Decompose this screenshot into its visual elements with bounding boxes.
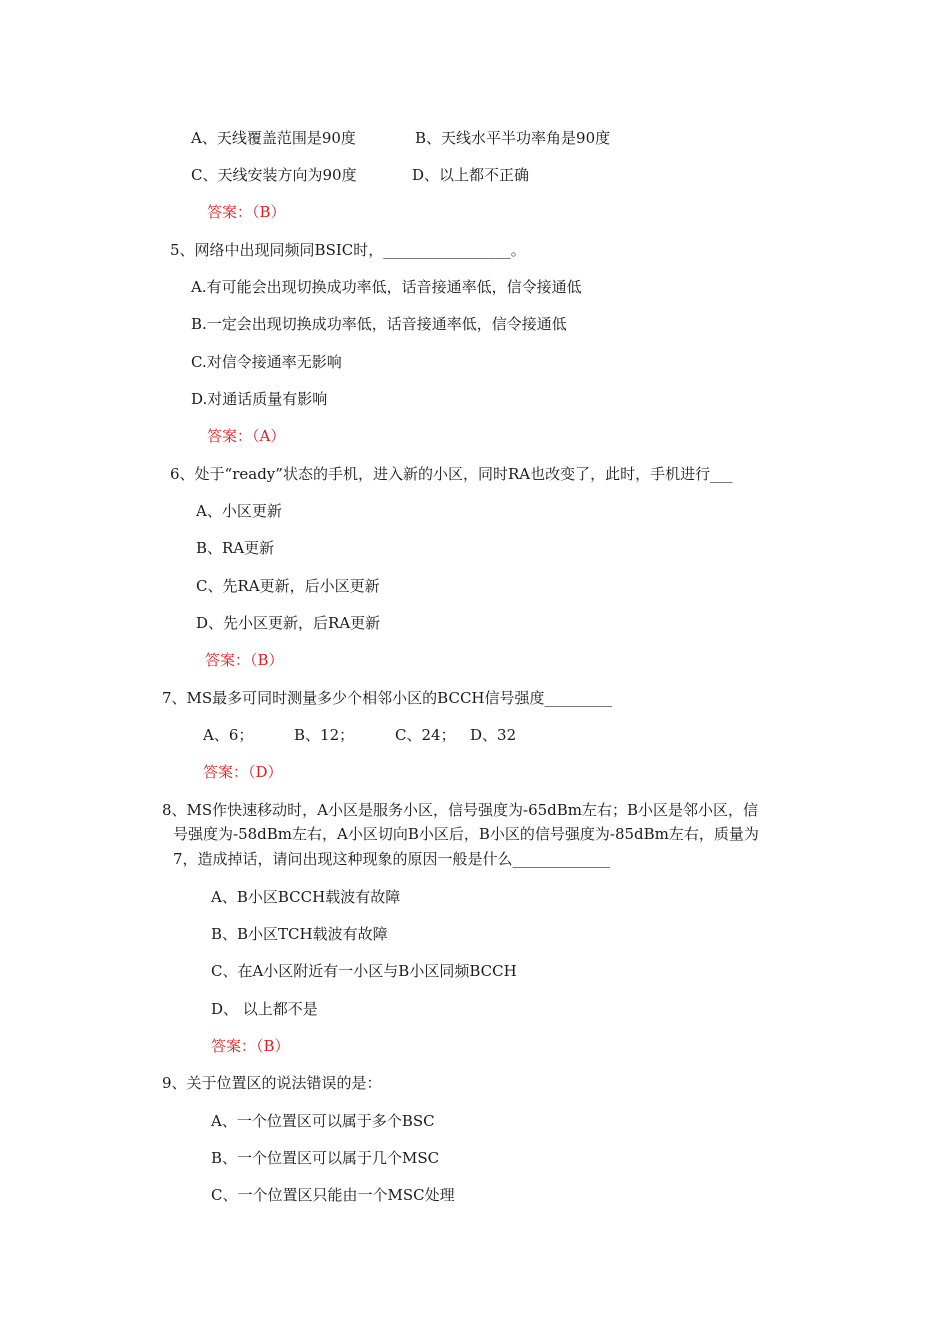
q7-option-b: B、12； — [294, 726, 355, 744]
q5-option-c: C.对信令接通率无影响 — [191, 353, 342, 371]
q5-option-d: D.对通话质量有影响 — [191, 390, 328, 408]
q8-option-b: B、B小区TCH载波有故障 — [211, 925, 388, 943]
q5-question: 5、网络中出现同频同BSIC时，_________________。 — [170, 241, 526, 259]
q7-option-d: D、32 — [470, 726, 517, 744]
q9-option-a: A、一个位置区可以属于多个BSC — [211, 1112, 435, 1130]
q7-option-c: C、24； — [395, 726, 456, 744]
q4-option-d: D、以上都不正确 — [412, 166, 530, 184]
q5-option-b: B.一定会出现切换成功率低，话音接通率低，信令接通低 — [191, 315, 567, 333]
q6-option-d: D、先小区更新，后RA更新 — [196, 614, 381, 632]
q9-option-b: B、一个位置区可以属于几个MSC — [211, 1149, 440, 1167]
q8-question-line1: 8、MS作快速移动时，A小区是服务小区，信号强度为-65dBm左右；B小区是邻小区，信 — [162, 801, 759, 819]
q6-option-b: B、RA更新 — [196, 539, 275, 557]
q9-question: 9、关于位置区的说法错误的是： — [162, 1074, 382, 1092]
q9-option-c: C、一个位置区只能由一个MSC处理 — [211, 1186, 455, 1204]
q5-option-a: A.有可能会出现切换成功率低，话音接通率低，信令接通低 — [191, 278, 582, 296]
q4-option-a: A、天线覆盖范围是90度 — [191, 129, 356, 147]
q8-answer: 答案：（B） — [211, 1037, 290, 1055]
q6-option-a: A、小区更新 — [196, 502, 282, 520]
q4-option-c: C、天线安装方向为90度 — [191, 166, 357, 184]
q7-question: 7、MS最多可同时测量多少个相邻小区的BCCH信号强度_________ — [162, 689, 613, 707]
q8-question-line3: 7，造成掉话，请问出现这种现象的原因一般是什么_____________ — [173, 850, 611, 868]
q6-answer: 答案：（B） — [205, 651, 284, 669]
q7-option-a: A、6； — [203, 726, 254, 744]
q6-option-c: C、先RA更新，后小区更新 — [196, 577, 380, 595]
q8-option-d: D、 以上都不是 — [211, 1000, 318, 1018]
q4-option-b: B、天线水平半功率角是90度 — [415, 129, 611, 147]
q4-answer: 答案：（B） — [207, 203, 286, 221]
q8-option-a: A、B小区BCCH载波有故障 — [211, 888, 401, 906]
q7-answer: 答案：（D） — [203, 763, 283, 781]
q8-question-line2: 号强度为-58dBm左右，A小区切向B小区后，B小区的信号强度为-85dBm左右，质量为 — [173, 825, 759, 843]
q5-answer: 答案：（A） — [207, 427, 286, 445]
q6-question: 6、处于“ready”状态的手机，进入新的小区，同时RA也改变了，此时，手机进行___ — [170, 465, 733, 483]
q8-option-c: C、在A小区附近有一小区与B小区同频BCCH — [211, 962, 517, 980]
